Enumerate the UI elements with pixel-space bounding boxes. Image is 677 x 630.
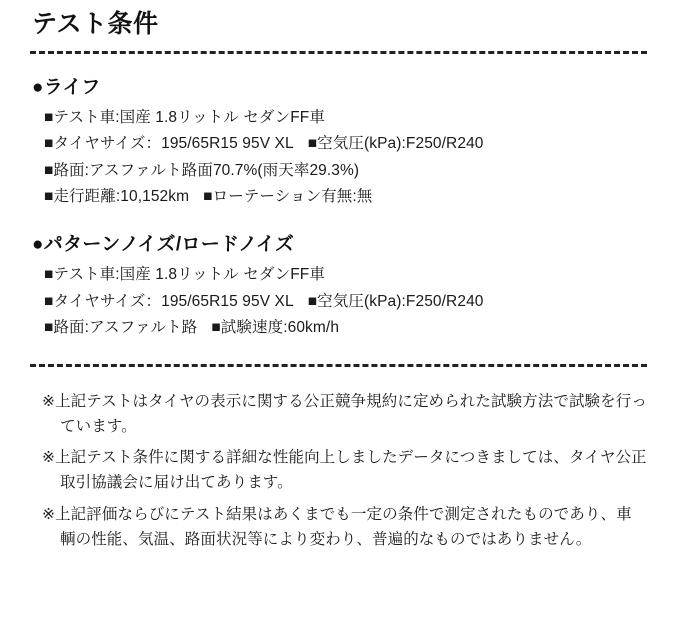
page-title: テスト条件 — [32, 10, 159, 38]
spec-text: ■路面:アスファルト路 — [44, 319, 198, 337]
spec-text: ■タイヤサイズ：195/65R15 95V XL — [44, 135, 294, 153]
spec-text: ■テスト車:国産 1.8リットル セダンFF車 — [44, 108, 325, 126]
spec-text: ■ローテーション有無:無 — [203, 188, 373, 206]
spec-line — [44, 315, 647, 342]
section-pattern-road-noise — [30, 229, 647, 342]
spec-text: ■空気圧(kPa):F250/R240 — [307, 135, 484, 153]
divider-bottom — [30, 364, 647, 367]
notes-list — [30, 389, 647, 552]
section-heading-life: ●ライフ — [32, 76, 101, 98]
spec-text: ■試験速度:60km/h — [211, 319, 340, 337]
spec-text: ■走行距離:10,152km — [44, 188, 190, 206]
spec-text: ■空気圧(kPa):F250/R240 — [307, 292, 484, 310]
spec-line — [44, 105, 647, 132]
spec-text: ■タイヤサイズ：195/65R15 95V XL — [44, 292, 294, 310]
section-heading-noise: ●パターンノイズ/ロードノイズ — [32, 234, 295, 256]
spec-line — [44, 131, 647, 158]
document-page — [0, 8, 677, 630]
note-item: ※上記テストはタイヤの表示に関する公正競争規約に定められた試験方法で試験を行っています。 — [42, 393, 647, 436]
section-life — [30, 72, 647, 212]
spec-line — [44, 184, 647, 211]
divider-top — [30, 51, 647, 54]
spec-text: ■テスト車:国産 1.8リットル セダンFF車 — [44, 266, 325, 284]
note-item: ※上記評価ならびにテスト結果はあくまでも一定の条件で測定されたものであり、車輌の性能、気温、路面状況等により変わり、普遍的なものではありません。 — [42, 505, 632, 548]
spec-line — [44, 262, 647, 289]
spec-line — [44, 289, 647, 316]
note-item: ※上記テスト条件に関する詳細な性能向上しましたデータにつきましては、タイヤ公正取引協議会に届け出てあります。 — [42, 449, 647, 492]
spec-line — [44, 158, 647, 185]
spec-text: ■路面:アスファルト路面70.7%(雨天率29.3%) — [44, 161, 360, 179]
